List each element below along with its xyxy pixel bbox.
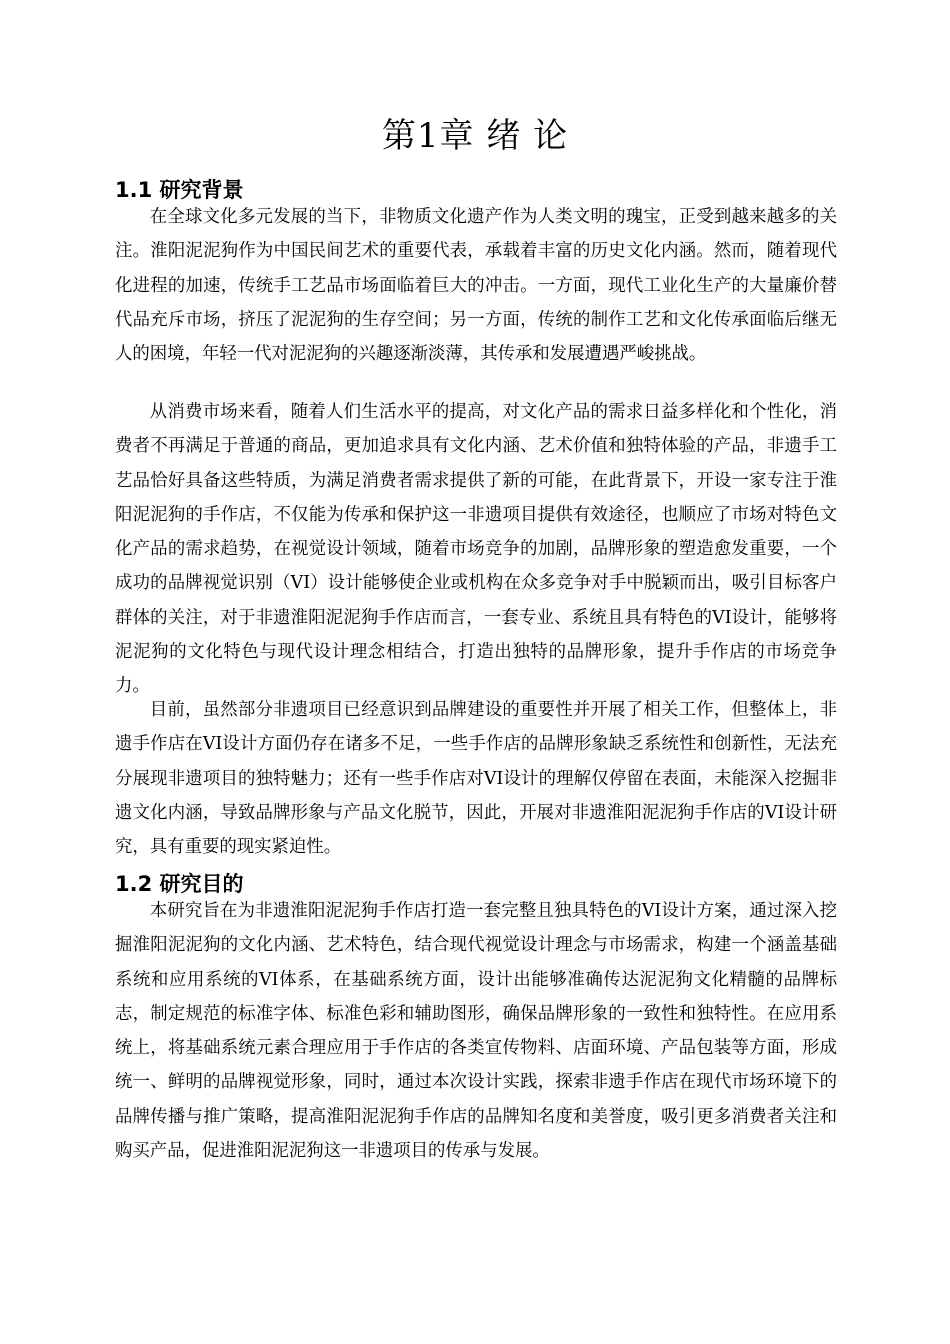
paragraph-background-3: 目前，虽然部分非遗项目已经意识到品牌建设的重要性并开展了相关工作，但整体上，非遗手作店在VI设计方面仍存在诸多不足，一些手作店的品牌形象缺乏系统性和创新性，无法充分展现非遗项目的独特魅力；还有一些手作店对VI设计的理解仅停留在表面，未能深入挖掘非遗文化内涵，导致品牌形象与产品文化脱节，因此，开展对非遗淮阳泥泥狗手作店的VI设计研究，具有重要的现实紧迫性。 bbox=[115, 700, 837, 858]
paragraph-purpose-1: 本研究旨在为非遗淮阳泥泥狗手作店打造一套完整且独具特色的VI设计方案，通过深入挖掘淮阳泥泥狗的文化内涵、艺术特色，结合现代视觉设计理念与市场需求，构建一个涵盖基础系统和应用系统的VI体系，在基础系统方面，设计出能够准确传达泥泥狗文化精髓的品牌标志，制定规范的标准字体、标准色彩和辅助图形，确保品牌形象的一致性和独特性。在应用系统上，将基础系统元素合理应用于手作店的各类宣传物料、店面环境、产品包装等方面，形成统一、鲜明的品牌视觉形象，同时，通过本次设计实践，探索非遗手作店在现代市场环境下的品牌传播与推广策略，提高淮阳泥泥狗手作店的品牌知名度和美誉度，吸引更多消费者关注和购买产品，促进淮阳泥泥狗这一非遗项目的传承与发展。 bbox=[115, 901, 837, 1162]
paragraph-background-1: 在全球文化多元发展的当下，非物质文化遗产作为人类文明的瑰宝，正受到越来越多的关注。淮阳泥泥狗作为中国民间艺术的重要代表，承载着丰富的历史文化内涵。然而，随着现代化进程的加速，传统手工艺品市场面临着巨大的冲击。一方面，现代工业化生产的大量廉价替代品充斥市场，挤压了泥泥狗的生存空间；另一方面，传统的制作工艺和文化传承面临后继无人的困境，年轻一代对泥泥狗的兴趣逐渐淡薄，其传承和发展遭遇严峻挑战。 bbox=[115, 207, 837, 365]
section-heading-research-background: 1.1 研究背景 bbox=[115, 178, 244, 202]
chapter-title: 第1章 绪 论 bbox=[381, 116, 569, 156]
paragraph-background-2: 从消费市场来看，随着人们生活水平的提高，对文化产品的需求日益多样化和个性化，消费者不再满足于普通的商品，更加追求具有文化内涵、艺术价值和独特体验的产品，非遗手工艺品恰好具备这些特质，为满足消费者需求提供了新的可能，在此背景下，开设一家专注于淮阳泥泥狗的手作店，不仅能为传承和保护这一非遗项目提供有效途径，也顺应了市场对特色文化产品的需求趋势，在视觉设计领域，随着市场竞争的加剧，品牌形象的塑造愈发重要，一个成功的品牌视觉识别（VI）设计能够使企业或机构在众多竞争对手中脱颖而出，吸引目标客户群体的关注，对于非遗淮阳泥泥狗手作店而言，一套专业、系统且具有特色的VI设计，能够将泥泥狗的文化特色与现代设计理念相结合，打造出独特的品牌形象，提升手作店的市场竞争力。 bbox=[115, 402, 837, 697]
section-heading-research-purpose: 1.2 研究目的 bbox=[115, 872, 244, 896]
